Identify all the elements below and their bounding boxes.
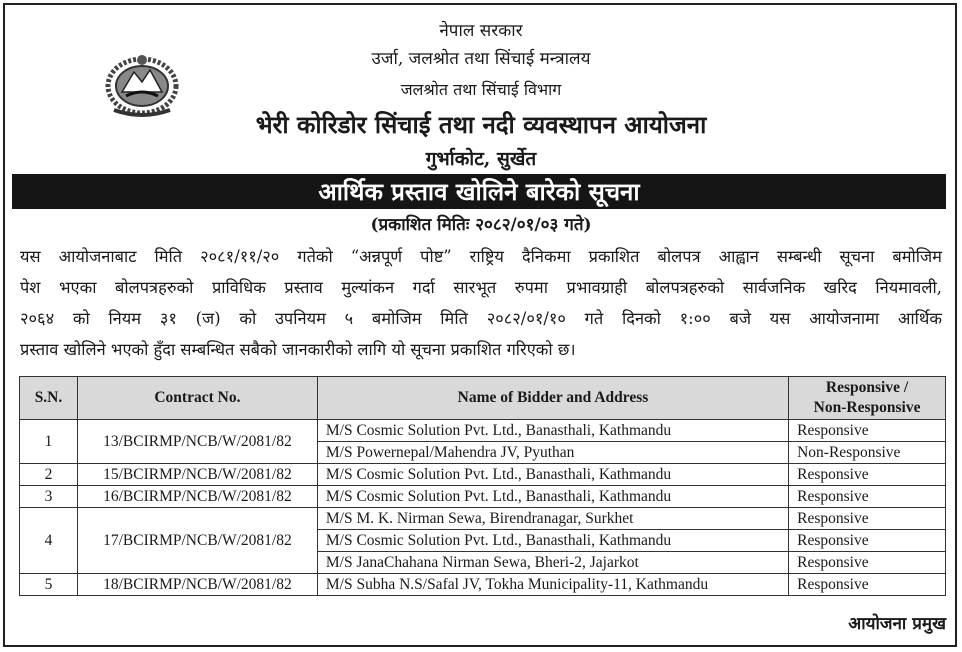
cell-status: Responsive — [789, 420, 946, 442]
published-date: (प्रकाशित मितिः २०८२/०१/०३ गते) — [370, 215, 592, 235]
cell-status: Responsive — [789, 574, 946, 596]
signature-title: आयोजना प्रमुख — [848, 614, 946, 634]
cell-sn: 1 — [20, 420, 78, 464]
bidder-table — [19, 376, 946, 596]
body-line: २०६४ को नियम ३१ (ज) को उपनियम ५ बमोजिम मिति २०८२/०१/१० गते दिनको १:०० बजे यस आयोजनामा आर्थिक — [20, 309, 942, 328]
body-line: यस आयोजनाबाट मिति २०८१/११/२० गतेको “अन्नपूर्ण पोष्ट” राष्ट्रिय दैनिकमा प्रकाशित बोलपत्र आह्वान सम्बन्धी सूचना बमोजिम — [20, 247, 942, 266]
cell-status: Non-Responsive — [789, 442, 946, 464]
header-responsive-line1: Responsive / — [825, 379, 909, 396]
header-sn: S.N. — [20, 377, 78, 420]
cell-sn: 2 — [20, 464, 78, 486]
project-name: भेरी कोरिडोर सिंचाई तथा नदी व्यवस्थापन आयोजना — [255, 110, 707, 139]
cell-bidder: M/S Cosmic Solution Pvt. Ltd., Banasthali, Kathmandu — [317, 420, 788, 442]
cell-bidder: M/S Cosmic Solution Pvt. Ltd., Banasthali, Kathmandu — [317, 530, 788, 552]
cell-sn: 4 — [20, 508, 78, 574]
cell-status: Responsive — [789, 552, 946, 574]
notice-title-banner: आर्थिक प्रस्ताव खोलिने बारेको सूचना — [12, 174, 946, 209]
cell-status: Responsive — [789, 464, 946, 486]
cell-contract: 17/BCIRMP/NCB/W/2081/82 — [77, 508, 317, 574]
table-header-row — [20, 377, 946, 420]
cell-status: Responsive — [789, 530, 946, 552]
project-location: गुर्भाकोट, सुर्खेत — [425, 148, 537, 170]
table-row — [20, 508, 946, 530]
header-contract-no: Contract No. — [77, 377, 317, 420]
ministry-name: उर्जा, जलश्रोत तथा सिंचाई मन्त्रालय — [371, 49, 591, 69]
notice-body — [20, 241, 942, 365]
cell-bidder: M/S JanaChahana Nirman Sewa, Bheri-2, Jajarkot — [317, 552, 788, 574]
cell-bidder: M/S Cosmic Solution Pvt. Ltd., Banasthali, Kathmandu — [317, 464, 788, 486]
cell-bidder: M/S Powernepal/Mahendra JV, Pyuthan — [317, 442, 788, 464]
header-responsive — [789, 377, 946, 420]
cell-sn: 3 — [20, 486, 78, 508]
cell-contract: 13/BCIRMP/NCB/W/2081/82 — [77, 420, 317, 464]
cell-contract: 15/BCIRMP/NCB/W/2081/82 — [77, 464, 317, 486]
cell-sn: 5 — [20, 574, 78, 596]
department-name: जलश्रोत तथा सिंचाई विभाग — [400, 80, 562, 99]
body-line: पेश भएका बोलपत्रहरुको प्राविधिक प्रस्ताव मुल्यांकन गर्दा सारभूत रुपमा प्रभावग्राही बोलपत्रहरुको सार्वजनिक खरिद नियमावली, — [20, 278, 942, 297]
cell-bidder: M/S Subha N.S/Safal JV, Tokha Municipality-11, Kathmandu — [317, 574, 788, 596]
cell-bidder: M/S Cosmic Solution Pvt. Ltd., Banasthali, Kathmandu — [317, 486, 788, 508]
govt-name: नेपाल सरकार — [439, 21, 523, 41]
table-row — [20, 574, 946, 596]
header-bidder: Name of Bidder and Address — [317, 377, 788, 420]
cell-status: Responsive — [789, 486, 946, 508]
cell-contract: 18/BCIRMP/NCB/W/2081/82 — [77, 574, 317, 596]
table-row — [20, 486, 946, 508]
cell-bidder: M/S M. K. Nirman Sewa, Birendranagar, Surkhet — [317, 508, 788, 530]
table-row — [20, 420, 946, 442]
cell-status: Responsive — [789, 508, 946, 530]
body-line: प्रस्ताव खोलिने भएको हुँदा सम्बन्धित सबैको जानकारीको लागि यो सूचना प्रकाशित गरिएको छ। — [20, 340, 576, 359]
header-responsive-line2: Non-Responsive — [813, 399, 921, 416]
table-row — [20, 464, 946, 486]
cell-contract: 16/BCIRMP/NCB/W/2081/82 — [77, 486, 317, 508]
